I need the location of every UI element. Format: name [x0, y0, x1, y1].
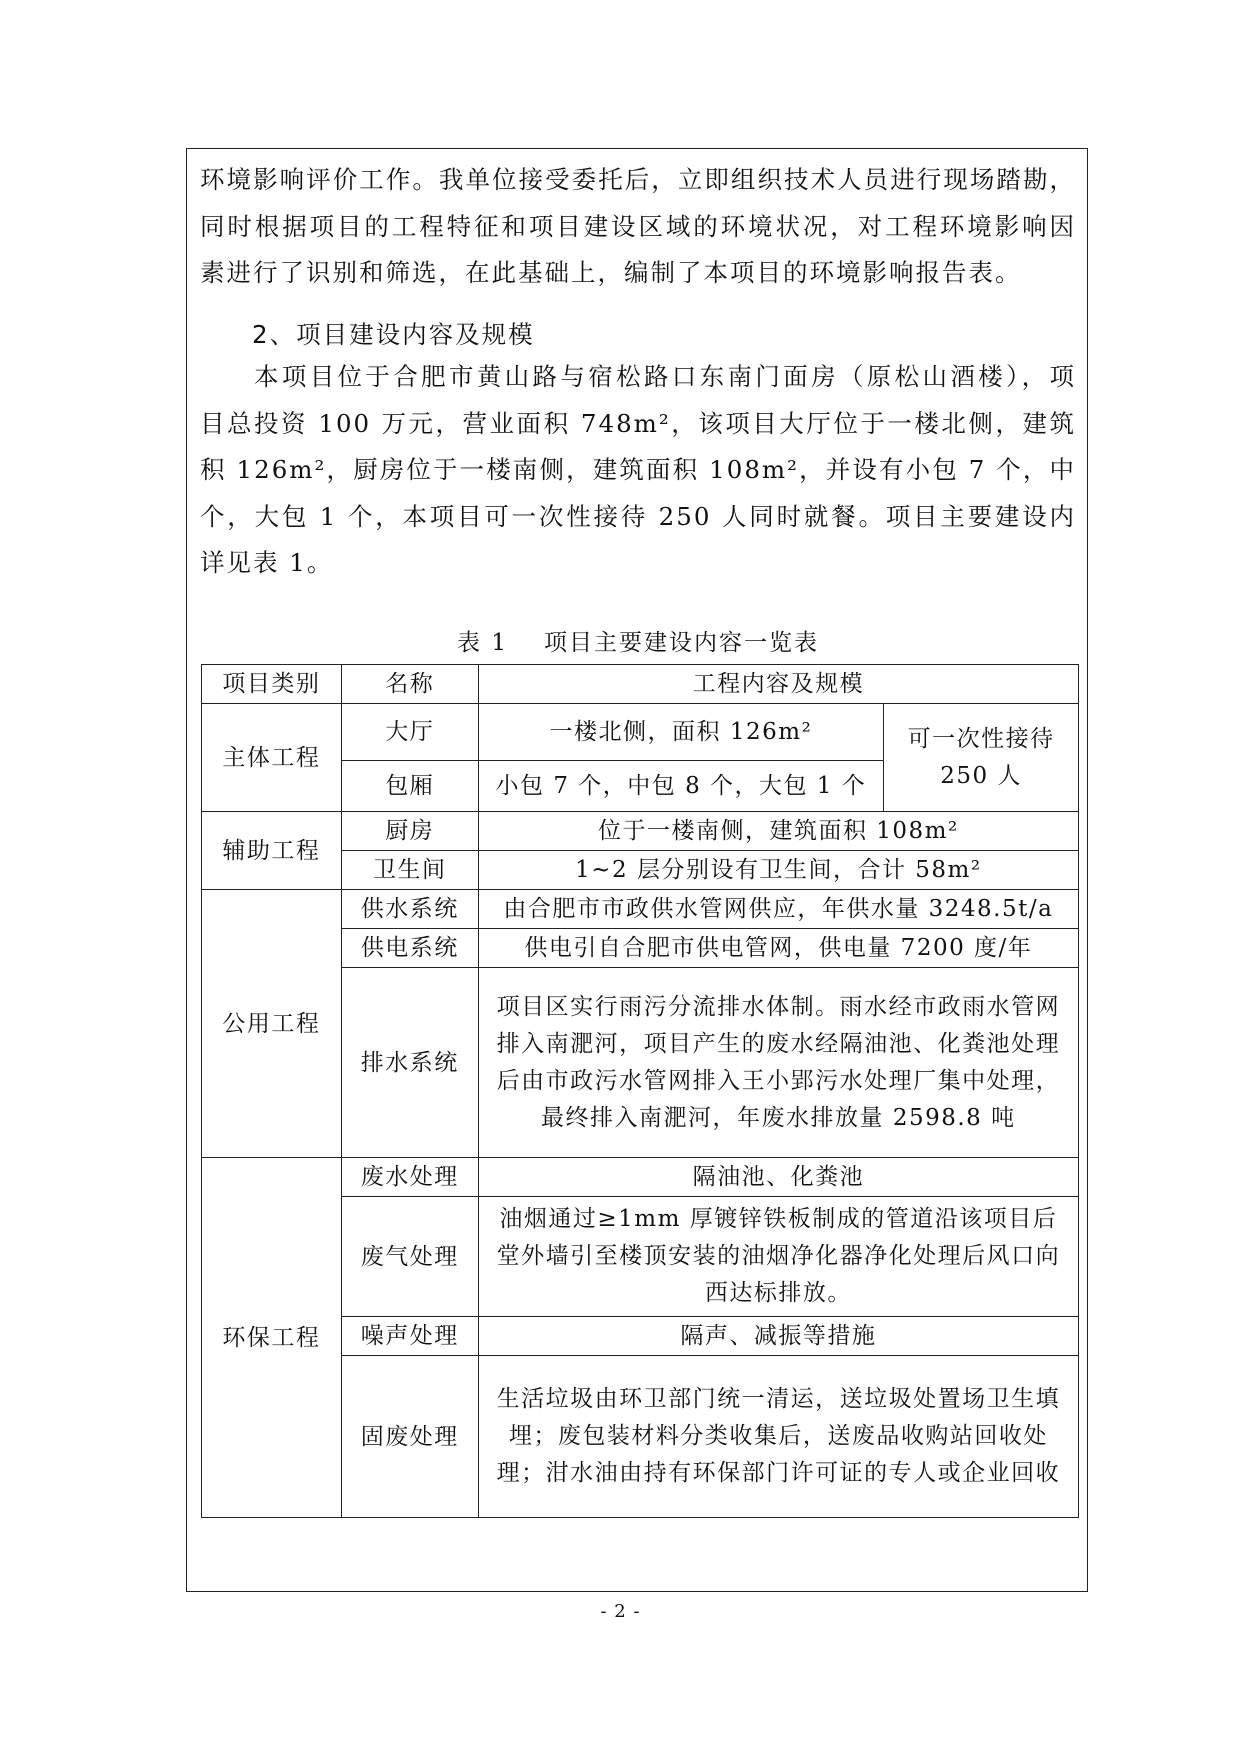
name-cell: 噪声处理: [341, 1317, 478, 1356]
name-cell: 供水系统: [341, 890, 478, 929]
content-cell: 隔油池、化粪池: [478, 1158, 1078, 1197]
name-cell: 卫生间: [341, 851, 478, 890]
text-line: 目总投资 100 万元，营业面积 748m²，该项目大厅位于一楼北侧，建筑: [200, 408, 1076, 438]
content-cell: 供电引自合肥市供电管网，供电量 7200 度/年: [478, 929, 1078, 968]
category-cell: 公用工程: [202, 890, 342, 1158]
text-line: 个，大包 1 个，本项目可一次性接待 250 人同时就餐。项目主要建设内: [200, 501, 1076, 531]
name-cell: 排水系统: [341, 968, 478, 1158]
table-title: 项目主要建设内容一览表: [543, 630, 819, 656]
table-number: 表 1: [457, 630, 508, 656]
text-line: 同时根据项目的工程特征和项目建设区域的环境状况，对工程环境影响因: [200, 211, 1076, 241]
header-category: 项目类别: [202, 665, 342, 704]
category-cell: 主体工程: [202, 704, 342, 812]
intro-paragraph: [200, 157, 1076, 297]
name-cell: 废水处理: [341, 1158, 478, 1197]
page-number: - 2 -: [600, 1601, 641, 1622]
table-caption: [200, 624, 1076, 657]
name-cell: 厨房: [341, 812, 478, 851]
table-row: [202, 890, 1079, 929]
text-line: 本项目位于合肥市黄山路与宿松路口东南门面房（原松山酒楼），项: [254, 362, 1076, 391]
table-row: [202, 704, 1079, 761]
text-line: 环境影响评价工作。我单位接受委托后，立即组织技术人员进行现场踏勘，: [200, 165, 1076, 194]
table-row: [202, 812, 1079, 851]
name-cell: 固废处理: [341, 1356, 478, 1518]
header-name: 名称: [341, 665, 478, 704]
body-paragraph: [200, 354, 1076, 587]
content-cell: 位于一楼南侧，建筑面积 108m²: [478, 812, 1078, 851]
name-cell: 废气处理: [341, 1197, 478, 1317]
content-cell: 油烟通过≥1mm 厚镀锌铁板制成的管道沿该项目后堂外墙引至楼顶安装的油烟净化器净化处理后风口向西达标排放。: [478, 1197, 1078, 1317]
content-cell: 一楼北侧，面积 126m²: [478, 704, 884, 761]
capacity-cell: 可一次性接待 250 人: [884, 704, 1079, 812]
category-cell: 环保工程: [202, 1158, 342, 1518]
category-cell: 辅助工程: [202, 812, 342, 890]
content-cell: 项目区实行雨污分流排水体制。雨水经市政雨水管网排入南淝河，项目产生的废水经隔油池、化粪池处理后由市政污水管网排入王小郢污水处理厂集中处理，最终排入南淝河，年废水排放量 2598.8 吨: [478, 968, 1078, 1158]
project-table: [201, 664, 1079, 1518]
header-content: 工程内容及规模: [478, 665, 1078, 704]
name-cell: 包厢: [341, 761, 478, 812]
table-row: [202, 1158, 1079, 1197]
text-line: 详见表 1。: [200, 548, 334, 577]
table-header-row: [202, 665, 1079, 704]
content-cell: 隔声、减振等措施: [478, 1317, 1078, 1356]
content-cell: 生活垃圾由环卫部门统一清运，送垃圾处置场卫生填埋；废包装材料分类收集后，送废品收购站回收处理；泔水油由持有环保部门许可证的专人或企业回收: [478, 1356, 1078, 1518]
name-cell: 供电系统: [341, 929, 478, 968]
name-cell: 大厅: [341, 704, 478, 761]
content-cell: 小包 7 个，中包 8 个，大包 1 个: [478, 761, 884, 812]
section-heading: 2、项目建设内容及规模: [252, 320, 535, 349]
content-cell: 由合肥市市政供水管网供应，年供水量 3248.5t/a: [478, 890, 1078, 929]
text-line: 积 126m²，厨房位于一楼南侧，建筑面积 108m²，并设有小包 7 个，中: [200, 455, 1076, 484]
text-line: 素进行了识别和筛选，在此基础上，编制了本项目的环境影响报告表。: [200, 258, 1022, 287]
content-cell: 1~2 层分别设有卫生间，合计 58m²: [478, 851, 1078, 890]
